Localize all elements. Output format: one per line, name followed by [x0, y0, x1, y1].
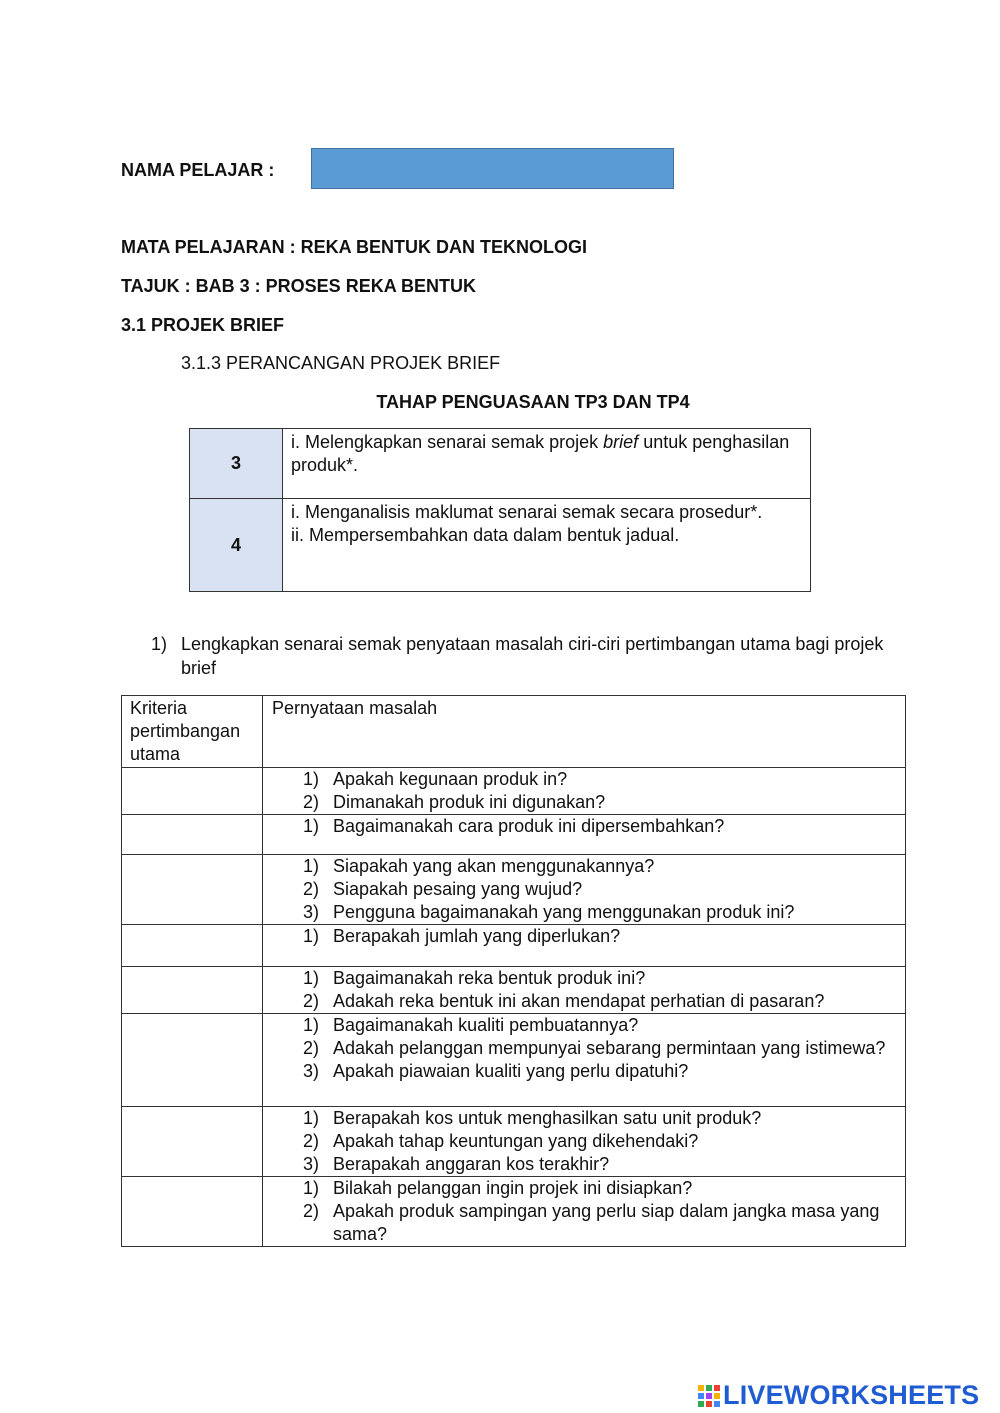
- item-number: 2): [303, 792, 320, 812]
- statement-cell: [263, 1177, 906, 1247]
- statement-header-text: Pernyataan masalah: [272, 698, 438, 718]
- item-number: 1): [303, 769, 320, 789]
- checklist-table: [121, 695, 906, 1247]
- mastery-level-table: [189, 428, 811, 592]
- table-row: [122, 1014, 906, 1107]
- criteria-answer-cell[interactable]: [122, 855, 263, 925]
- item-number: 1): [303, 968, 320, 988]
- statement-list: [263, 768, 905, 814]
- table-row: [122, 1107, 906, 1177]
- item-text: Berapakah kos untuk menghasilkan satu unit produk?: [333, 1108, 762, 1128]
- criteria-answer-cell[interactable]: [122, 1014, 263, 1107]
- mastery-row: [190, 429, 811, 499]
- statement-cell: [263, 815, 906, 855]
- statement-list: [263, 925, 905, 948]
- question-1: [151, 632, 911, 680]
- item-text: Apakah produk sampingan yang perlu siap dalam jangka masa yang sama?: [333, 1201, 880, 1244]
- item-text: Siapakah yang akan menggunakannya?: [333, 856, 655, 876]
- item-text: Berapakah anggaran kos terakhir?: [333, 1154, 610, 1174]
- statement-list: [263, 1107, 905, 1176]
- statement-cell: [263, 768, 906, 815]
- criteria-answer-cell[interactable]: [122, 815, 263, 855]
- item-text: Adakah pelanggan mempunyai sebarang permintaan yang istimewa?: [333, 1038, 886, 1058]
- list-item: [263, 855, 905, 878]
- criteria-header: Kriteria pertimbangan utama: [122, 696, 263, 768]
- list-item: [263, 878, 905, 901]
- list-item: [263, 990, 905, 1013]
- statement-list: [263, 855, 905, 924]
- item-text: Apakah piawaian kualiti yang perlu dipatuhi?: [333, 1061, 689, 1081]
- item-number: 2): [303, 991, 320, 1011]
- list-item: [263, 1130, 905, 1153]
- list-item: [263, 791, 905, 814]
- table-row: [122, 815, 906, 855]
- statement-cell: [263, 1107, 906, 1177]
- item-text: Siapakah pesaing yang wujud?: [333, 879, 583, 899]
- list-item: [263, 967, 905, 990]
- descriptor-text: untuk penghasilan produk*.: [291, 432, 790, 475]
- list-item: [263, 768, 905, 791]
- item-text: Bagaimanakah cara produk ini dipersembahkan?: [333, 816, 725, 836]
- descriptor-cell: [283, 429, 811, 499]
- level-cell: 4: [190, 499, 283, 592]
- statement-header: [263, 696, 906, 768]
- student-name-input[interactable]: [311, 148, 674, 189]
- list-item: [263, 815, 905, 838]
- item-text: Bagaimanakah reka bentuk produk ini?: [333, 968, 646, 988]
- student-name-label: NAMA PELAJAR :: [121, 160, 275, 180]
- list-item: [263, 901, 905, 924]
- list-item: [263, 1200, 905, 1246]
- item-number: 3): [303, 902, 320, 922]
- statement-cell: [263, 855, 906, 925]
- criteria-answer-cell[interactable]: [122, 1107, 263, 1177]
- item-number: 1): [303, 1178, 320, 1198]
- item-text: Pengguna bagaimanakah yang menggunakan produk ini?: [333, 902, 795, 922]
- table-row: [122, 1177, 906, 1247]
- subject-heading: MATA PELAJARAN : REKA BENTUK DAN TEKNOLOGI: [121, 237, 587, 257]
- section-heading: 3.1 PROJEK BRIEF: [121, 315, 285, 335]
- descriptor-italic: brief: [603, 432, 639, 452]
- item-text: Adakah reka bentuk ini akan mendapat perhatian di pasaran?: [333, 991, 825, 1011]
- list-item: [263, 1177, 905, 1200]
- question-number: 1): [151, 634, 168, 654]
- statement-cell: [263, 1014, 906, 1107]
- criteria-answer-cell[interactable]: [122, 925, 263, 967]
- item-text: Apakah tahap keuntungan yang dikehendaki?: [333, 1131, 699, 1151]
- item-text: Bagaimanakah kualiti pembuatannya?: [333, 1015, 639, 1035]
- statement-list: [263, 815, 905, 838]
- table-row: [122, 768, 906, 815]
- item-number: 2): [303, 879, 320, 899]
- table-header-row: [122, 696, 906, 768]
- statement-cell: [263, 925, 906, 967]
- subsection-heading: 3.1.3 PERANCANGAN PROJEK BRIEF: [181, 353, 501, 373]
- item-text: Bilakah pelanggan ingin projek ini disiapkan?: [333, 1178, 693, 1198]
- criteria-answer-cell[interactable]: [122, 967, 263, 1014]
- tp-title: TAHAP PENGUASAAN TP3 DAN TP4: [376, 392, 690, 412]
- criteria-answer-cell[interactable]: [122, 1177, 263, 1247]
- item-text: Apakah kegunaan produk in?: [333, 769, 568, 789]
- item-number: 1): [303, 856, 320, 876]
- mastery-row: [190, 499, 811, 592]
- list-item: [263, 1037, 905, 1060]
- list-item: [263, 1014, 905, 1037]
- liveworksheets-brand: [698, 1378, 979, 1412]
- statement-list: [263, 1177, 905, 1246]
- liveworksheets-logo-icon: [698, 1383, 720, 1407]
- list-item: [263, 1060, 905, 1083]
- item-number: 3): [303, 1154, 320, 1174]
- descriptor-line: i. Menganalisis maklumat senarai semak secara prosedur*.: [291, 502, 763, 522]
- item-number: 2): [303, 1038, 320, 1058]
- question-text: Lengkapkan senarai semak penyataan masalah ciri-ciri pertimbangan utama bagi projek brief: [181, 634, 884, 678]
- descriptor-text: i. Melengkapkan senarai semak projek: [291, 432, 604, 452]
- descriptor-line: ii. Mempersembahkan data dalam bentuk jadual.: [291, 525, 680, 545]
- item-text: Dimanakah produk ini digunakan?: [333, 792, 606, 812]
- list-item: [263, 1153, 905, 1176]
- item-number: 1): [303, 926, 320, 946]
- table-row: [122, 855, 906, 925]
- item-number: 3): [303, 1061, 320, 1081]
- statement-list: [263, 1014, 905, 1083]
- level-cell: 3: [190, 429, 283, 499]
- brand-name: LIVEWORKSHEETS: [723, 1379, 980, 1410]
- list-item: [263, 925, 905, 948]
- table-row: [122, 925, 906, 967]
- item-number: 2): [303, 1131, 320, 1151]
- item-number: 1): [303, 1015, 320, 1035]
- criteria-answer-cell[interactable]: [122, 768, 263, 815]
- topic-heading: TAJUK : BAB 3 : PROSES REKA BENTUK: [121, 276, 477, 296]
- item-number: 1): [303, 816, 320, 836]
- item-text: Berapakah jumlah yang diperlukan?: [333, 926, 621, 946]
- table-row: [122, 967, 906, 1014]
- item-number: 2): [303, 1201, 320, 1221]
- statement-cell: [263, 967, 906, 1014]
- statement-list: [263, 967, 905, 1013]
- list-item: [263, 1107, 905, 1130]
- descriptor-cell: [283, 499, 811, 592]
- item-number: 1): [303, 1108, 320, 1128]
